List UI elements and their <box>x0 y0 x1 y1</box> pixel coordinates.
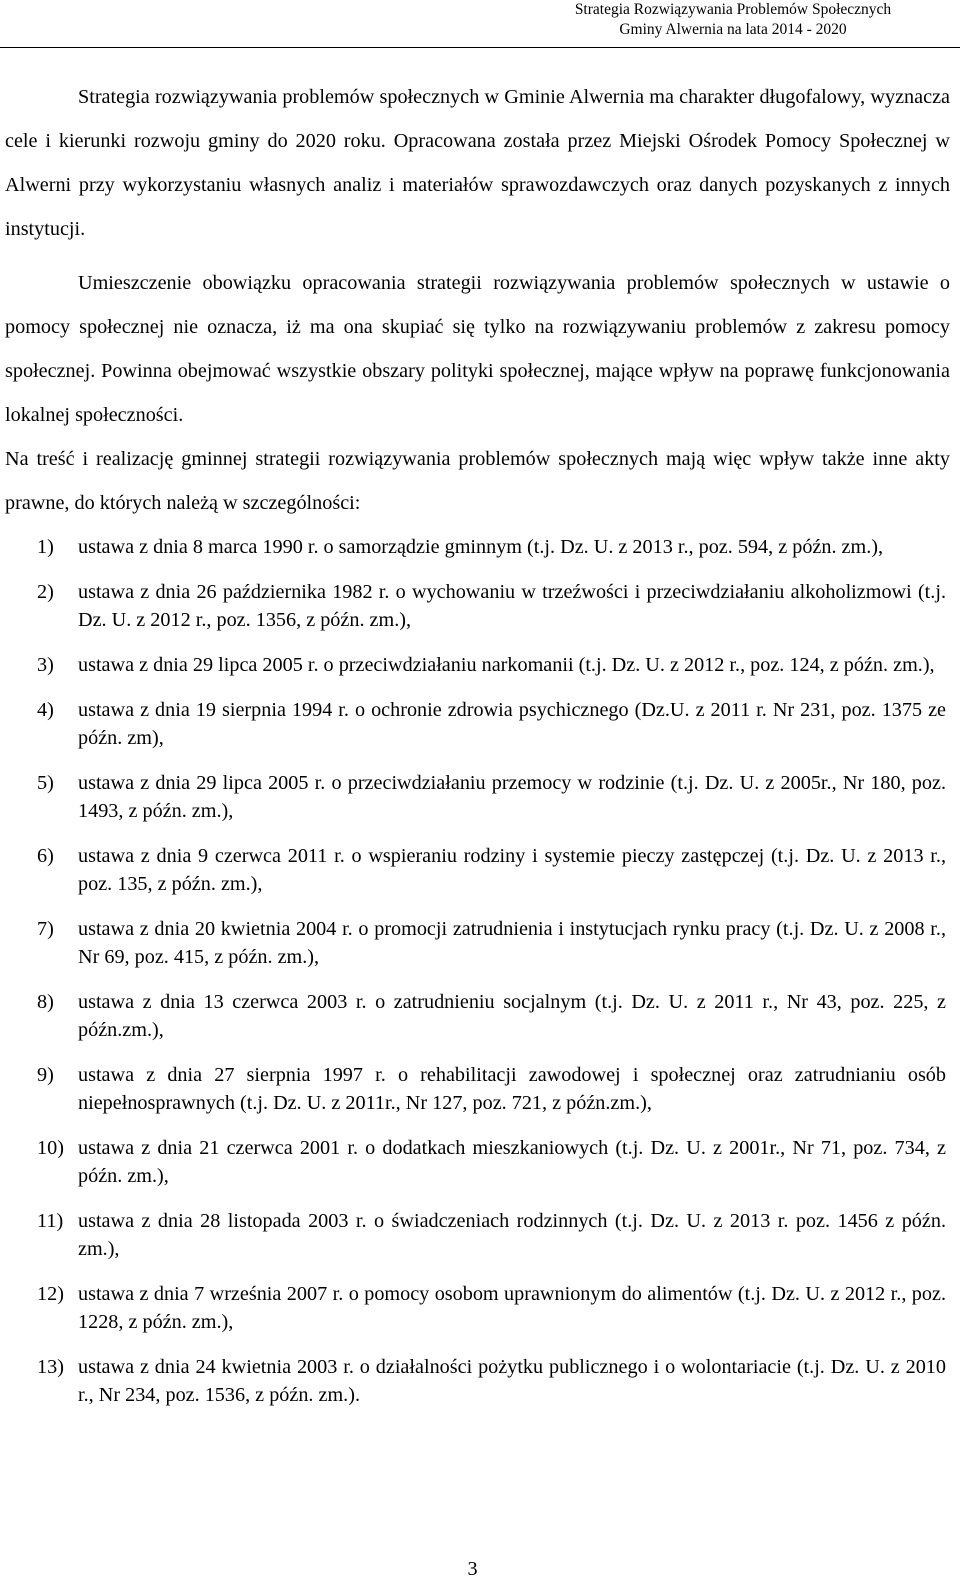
paragraph-obligation: Umieszczenie obowiązku opracowania strategii rozwiązywania problemów społecznych w ustawie o pomocy społecznej nie oznacza, iż ma ona skupiać się tylko na rozwiązywaniu problemów z zakresu pomocy społecznej. Powinna obejmować wszystkie obszary polityki społecznej, mające wpływ na poprawę funkcjonowania lokalnej społeczności. <box>5 272 950 426</box>
list-item-number: 2) <box>37 581 54 603</box>
list-item-text: ustawa z dnia 26 października 1982 r. o wychowaniu w trzeźwości i przeciwdziałaniu alkoholizmowi (t.j. Dz. U. z 2012 r., poz. 1356, z późn. zm.), <box>78 581 946 631</box>
list-item-text: ustawa z dnia 27 sierpnia 1997 r. o rehabilitacji zawodowej i społecznej oraz zatrudnianiu osób niepełnosprawnych (t.j. Dz. U. z 2011r., Nr 127, poz. 721, z późn.zm.), <box>78 1064 946 1114</box>
page-number: 3 <box>467 1558 478 1580</box>
list-item <box>5 1207 950 1263</box>
list-item-text: ustawa z dnia 24 kwietnia 2003 r. o działalności pożytku publicznego i o wolontariacie (t.j. Dz. U. z 2010 r., Nr 234, poz. 1536, z późn. zm.). <box>78 1356 946 1406</box>
list-item-text: ustawa z dnia 29 lipca 2005 r. o przeciwdziałaniu narkomanii (t.j. Dz. U. z 2012 r., poz. 124, z późn. zm.), <box>78 654 935 676</box>
header-subtitle-line: Gminy Alwernia na lata 2014 - 2020 <box>619 21 847 38</box>
list-item-number: 3) <box>37 654 54 676</box>
list-item <box>5 696 950 752</box>
list-item-text: ustawa z dnia 21 czerwca 2001 r. o dodatkach mieszkaniowych (t.j. Dz. U. z 2001r., Nr 71, poz. 734, z późn. zm.), <box>78 1137 946 1187</box>
paragraph-legal-acts-intro: Na treść i realizację gminnej strategii rozwiązywania problemów społecznych mają więc wpływ także inne akty prawne, do których należą w szczególności: <box>5 448 950 514</box>
document-body <box>5 75 950 1426</box>
list-item-number: 10) <box>37 1137 64 1159</box>
list-item <box>5 1134 950 1190</box>
list-item <box>5 842 950 898</box>
list-item <box>5 915 950 971</box>
list-item <box>5 578 950 634</box>
list-item-number: 5) <box>37 772 54 794</box>
list-item-number: 11) <box>37 1210 64 1232</box>
paragraph-intro: Strategia rozwiązywania problemów społecznych w Gminie Alwernia ma charakter długofalowy, wyznacza cele i kierunki rozwoju gminy do 2020 roku. Opracowana została przez Miejski Ośrodek Pomocy Społecznej w Alwerni przy wykorzystaniu własnych analiz i materiałów sprawozdawczych oraz danych pozyskanych z innych instytucji. <box>5 86 950 240</box>
list-item-number: 13) <box>37 1356 64 1378</box>
list-item <box>5 1280 950 1336</box>
list-item <box>5 651 950 679</box>
list-item-number: 4) <box>37 699 54 721</box>
list-item-text: ustawa z dnia 9 czerwca 2011 r. o wspieraniu rodziny i systemie pieczy zastępczej (t.j. Dz. U. z 2013 r., poz. 135, z późn. zm.), <box>78 845 946 895</box>
list-item-text: ustawa z dnia 19 sierpnia 1994 r. o ochronie zdrowia psychicznego (Dz.U. z 2011 r. Nr 231, poz. 1375 ze późn. zm), <box>78 699 946 749</box>
list-item-number: 9) <box>37 1064 54 1086</box>
list-item-text: ustawa z dnia 13 czerwca 2003 r. o zatrudnieniu socjalnym (t.j. Dz. U. z 2011 r., Nr 43, poz. 225, z późn.zm.), <box>78 991 946 1041</box>
list-item-number: 1) <box>37 536 54 558</box>
list-item <box>5 988 950 1044</box>
header-title-line: Strategia Rozwiązywania Problemów Społecznych <box>574 1 892 18</box>
list-item <box>5 769 950 825</box>
list-item-number: 8) <box>37 991 54 1013</box>
legal-acts-list <box>5 533 950 1409</box>
running-header <box>523 0 943 40</box>
list-item-text: ustawa z dnia 28 listopada 2003 r. o świadczeniach rodzinnych (t.j. Dz. U. z 2013 r. poz. 1456 z późn. zm.), <box>78 1210 946 1260</box>
list-item-number: 12) <box>37 1283 64 1305</box>
list-item-text: ustawa z dnia 29 lipca 2005 r. o przeciwdziałaniu przemocy w rodzinie (t.j. Dz. U. z 2005r., Nr 180, poz. 1493, z późn. zm.), <box>78 772 946 822</box>
list-item <box>5 1353 950 1409</box>
list-item-number: 6) <box>37 845 54 867</box>
list-item <box>5 533 950 561</box>
header-divider <box>0 47 960 48</box>
list-item-text: ustawa z dnia 8 marca 1990 r. o samorządzie gminnym (t.j. Dz. U. z 2013 r., poz. 594, z późn. zm.), <box>78 536 884 558</box>
list-item-number: 7) <box>37 918 54 940</box>
list-item <box>5 1061 950 1117</box>
list-item-text: ustawa z dnia 20 kwietnia 2004 r. o promocji zatrudnienia i instytucjach rynku pracy (t.j. Dz. U. z 2008 r., Nr 69, poz. 415, z późn. zm.), <box>78 918 946 968</box>
list-item-text: ustawa z dnia 7 września 2007 r. o pomocy osobom uprawnionym do alimentów (t.j. Dz. U. z 2012 r., poz. 1228, z późn. zm.), <box>78 1283 946 1333</box>
